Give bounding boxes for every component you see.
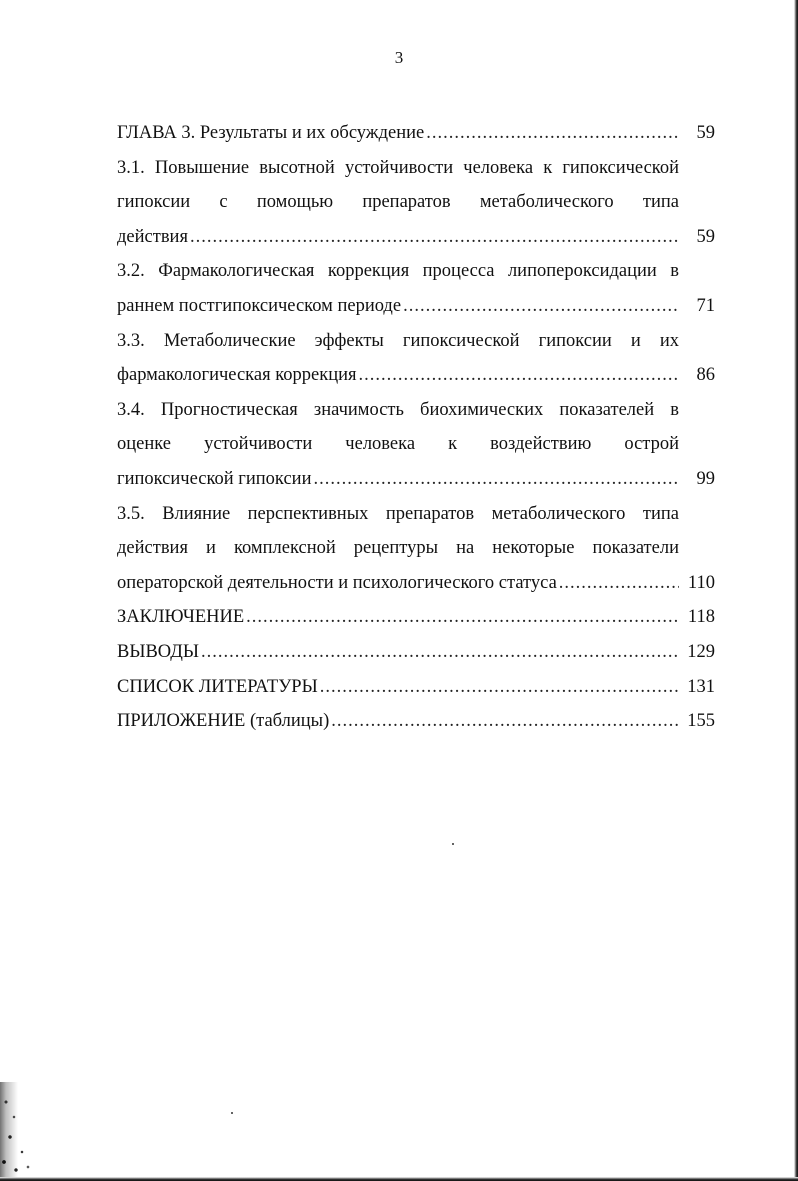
scan-speckle-bottom-left — [0, 1082, 38, 1177]
toc-entry-conclusion[interactable] — [117, 600, 715, 635]
toc-entry-chapter-3[interactable] — [117, 116, 715, 151]
toc-entry-page: 86 — [696, 365, 715, 386]
dot-leader — [320, 670, 679, 705]
dot-leader — [313, 462, 679, 497]
toc-text-line: 3.5. Влияние перспективных препаратов метаболического типа — [117, 503, 679, 524]
toc-entry-title: операторской деятельности и психологического статуса — [117, 572, 557, 593]
toc-text-line: гипоксии с помощью препаратов метаболического типа — [117, 192, 679, 213]
toc-text-line: 3.3. Метаболические эффекты гипоксической гипоксии и их — [117, 330, 679, 351]
toc-text-line: оценке устойчивости человека к воздействию острой — [117, 434, 679, 455]
dot-leader — [559, 566, 679, 601]
toc-entry-page: 155 — [687, 711, 715, 732]
scan-speck — [231, 1112, 233, 1114]
toc-entry-page: 129 — [687, 641, 715, 662]
toc-entry-title: гипоксической гипоксии — [117, 468, 312, 489]
dot-leader — [403, 289, 679, 324]
toc-entry-findings[interactable] — [117, 635, 715, 670]
dot-leader — [359, 358, 679, 393]
toc-entry-page: 131 — [687, 676, 715, 697]
scan-speck — [452, 843, 454, 845]
toc-entry-page: 110 — [687, 572, 715, 593]
toc-text-line: действия и комплексной рецептуры на некоторые показатели — [117, 538, 679, 559]
toc-entry-section-3-3[interactable] — [117, 358, 715, 393]
toc-entry-title: действия — [117, 226, 188, 247]
toc-text-line: 3.1. Повышение высотной устойчивости человека к гипоксической — [117, 157, 679, 178]
dot-leader — [246, 600, 679, 635]
toc-text-line: 3.2. Фармакологическая коррекция процесса липопероксидации в — [117, 261, 679, 282]
table-of-contents — [117, 116, 715, 739]
toc-entry-section-3-1[interactable] — [117, 220, 715, 255]
toc-entry-appendix[interactable] — [117, 704, 715, 739]
toc-entry-title: ЗАКЛЮЧЕНИЕ — [117, 607, 245, 628]
toc-entry-section-3-2[interactable] — [117, 289, 715, 324]
toc-entry-title: СПИСОК ЛИТЕРАТУРЫ — [117, 676, 318, 697]
page-number: 3 — [394, 48, 404, 67]
dot-leader — [201, 635, 679, 670]
toc-entry-title: фармакологическая коррекция — [117, 365, 357, 386]
toc-entry-title: ГЛАВА 3. Результаты и их обсуждение — [117, 123, 425, 143]
toc-entry-references[interactable] — [117, 670, 715, 705]
toc-entry-title: ПРИЛОЖЕНИЕ (таблицы) — [117, 711, 330, 732]
toc-entry-section-3-5[interactable] — [117, 566, 715, 601]
toc-entry-page: 59 — [696, 226, 715, 247]
dot-leader — [331, 704, 679, 739]
toc-entry-title: раннем постгипоксическом периоде — [117, 295, 402, 316]
toc-entry-title: ВЫВОДЫ — [117, 641, 200, 662]
toc-entry-page: 59 — [696, 123, 715, 143]
toc-entry-page: 71 — [696, 295, 715, 316]
scan-edge-bottom — [0, 1177, 798, 1181]
scan-edge-right — [794, 0, 798, 1181]
toc-text-line: 3.4. Прогностическая значимость биохимических показателей в — [117, 399, 679, 420]
dot-leader — [426, 116, 679, 151]
toc-entry-page: 99 — [696, 468, 715, 489]
toc-entry-section-3-4[interactable] — [117, 462, 715, 497]
toc-entry-page: 118 — [687, 607, 715, 628]
dot-leader — [190, 220, 679, 255]
